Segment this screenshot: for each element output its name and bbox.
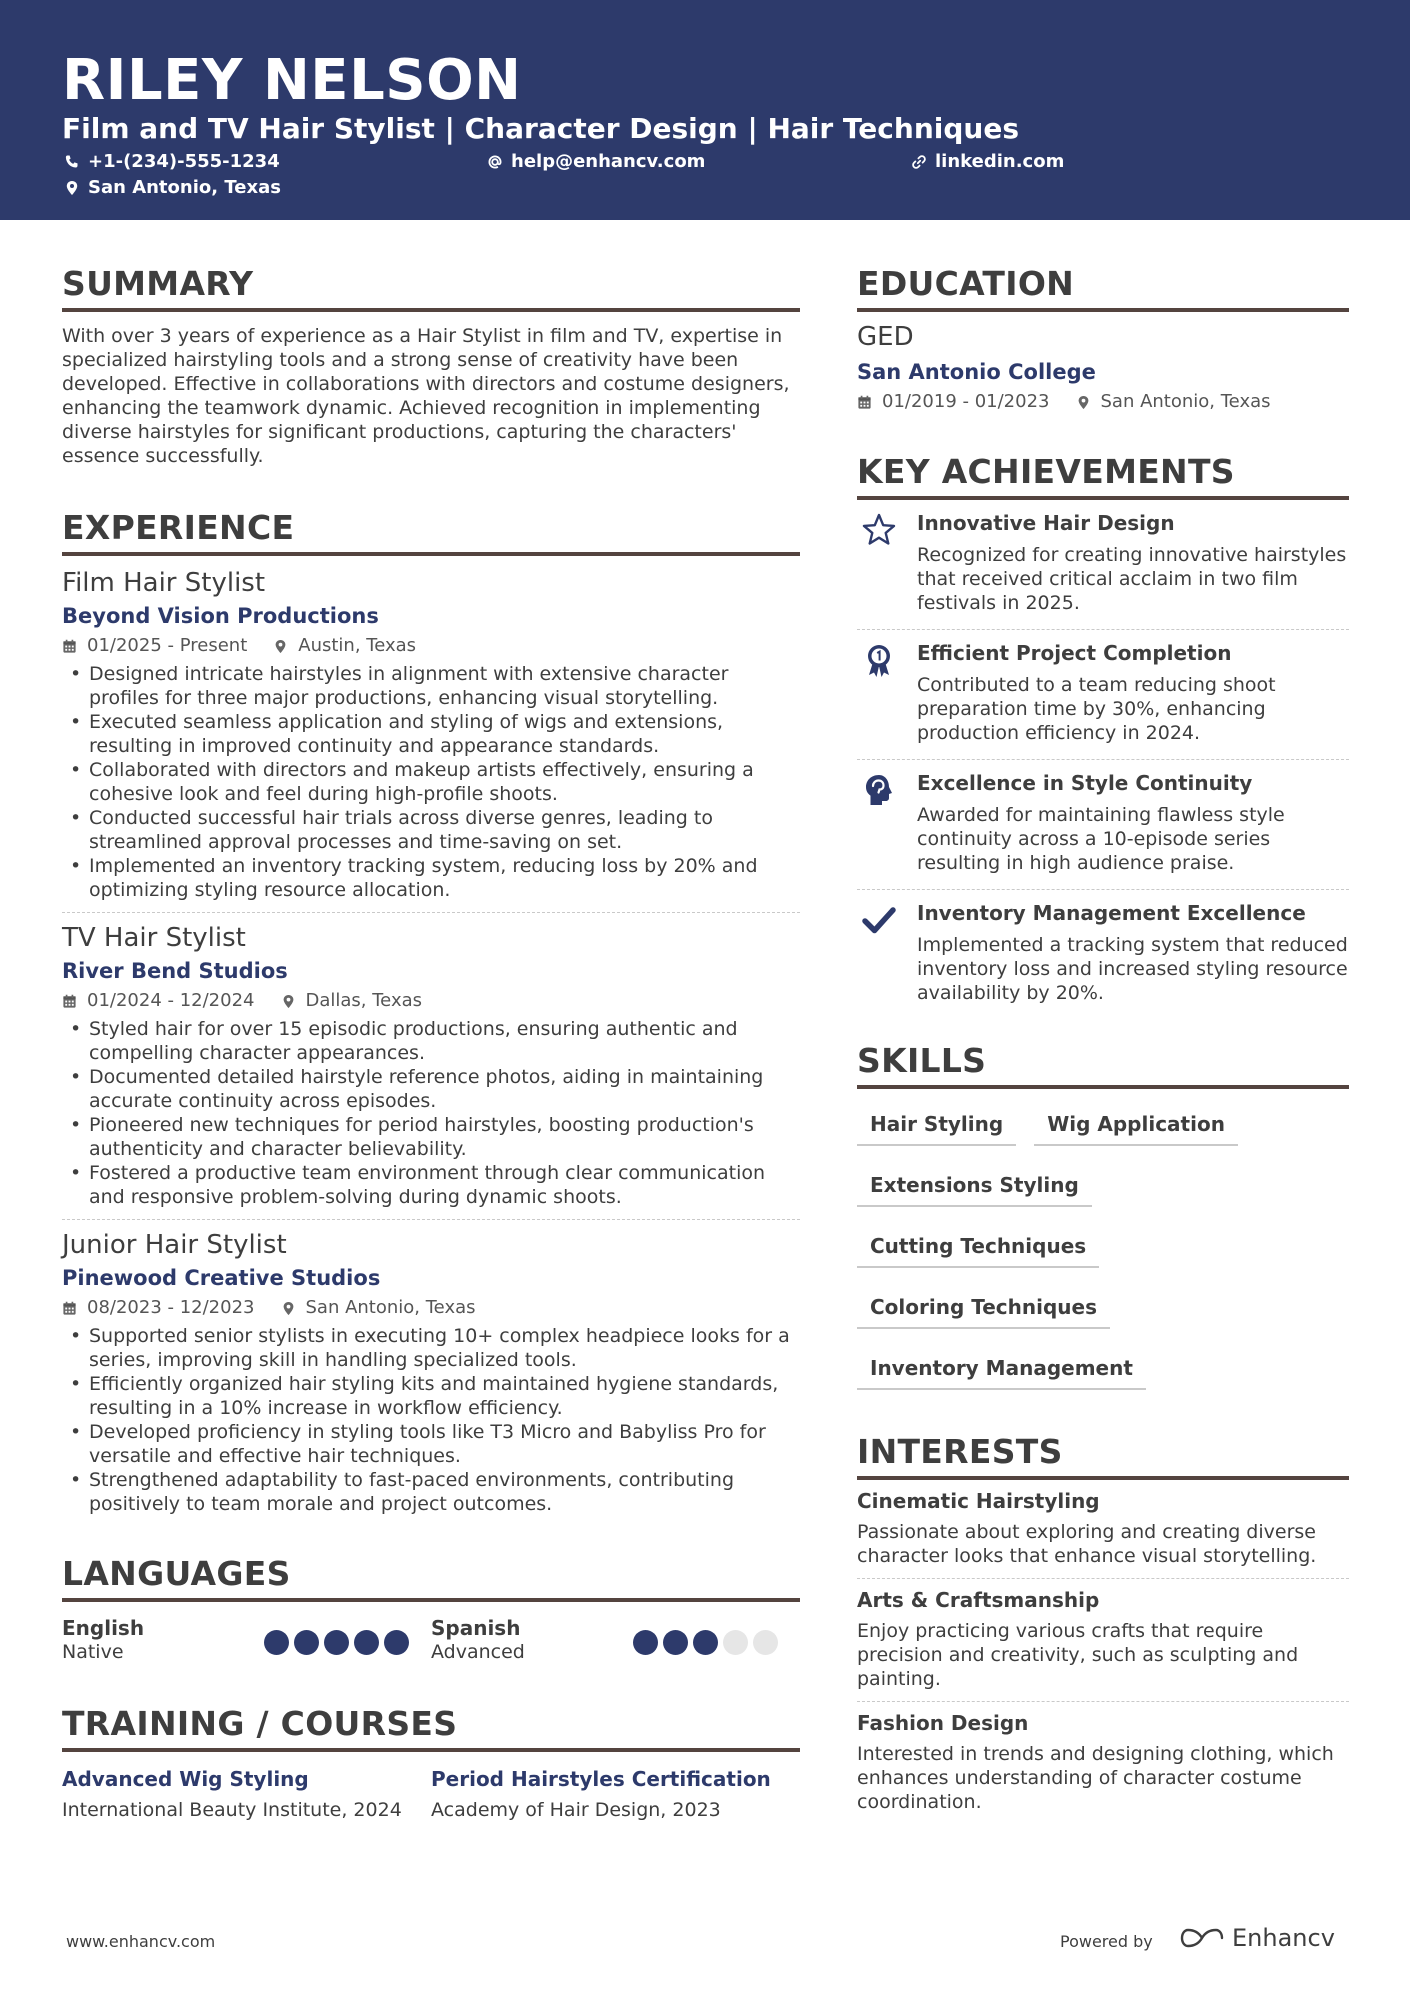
phone-text: +1-(234)-555-1234 bbox=[88, 151, 280, 172]
achievement-desc: Implemented a tracking system that reduced inventory loss and increased styling resource availability by 20%. bbox=[917, 934, 1348, 1004]
skill-tag: Hair Styling bbox=[857, 1103, 1016, 1146]
contact-phone[interactable] bbox=[64, 150, 280, 174]
summary-heading: SUMMARY bbox=[62, 262, 800, 312]
job-role: Junior Hair Stylist bbox=[62, 1230, 287, 1260]
interest-title: Cinematic Hairstyling bbox=[857, 1489, 1100, 1513]
language-rating bbox=[633, 1630, 778, 1655]
achievement-item bbox=[857, 760, 1349, 890]
training-section bbox=[62, 1702, 800, 1823]
job-meta bbox=[62, 1296, 800, 1320]
job-location: Dallas, Texas bbox=[305, 990, 422, 1011]
course-institution: International Beauty Institute, 2024 bbox=[62, 1799, 402, 1821]
email-text: help@enhancv.com bbox=[511, 151, 706, 172]
interests-section bbox=[857, 1430, 1349, 1824]
achievements-section bbox=[857, 450, 1349, 1019]
job-role: TV Hair Stylist bbox=[62, 923, 246, 953]
phone-icon bbox=[64, 154, 80, 170]
skills-heading: SKILLS bbox=[857, 1039, 1349, 1089]
job-company: Beyond Vision Productions bbox=[62, 604, 379, 628]
checkmark-icon bbox=[861, 902, 897, 938]
language-item bbox=[431, 1616, 800, 1664]
list-item: • Styled hair for over 15 episodic productions, ensuring authentic and compelling character appearances. bbox=[62, 1017, 800, 1065]
education-degree: GED bbox=[857, 322, 914, 352]
list-item: • Efficiently organized hair styling kits and maintained hygiene standards, resulting in a 10% increase in workflow efficiency. bbox=[62, 1372, 800, 1420]
rating-dot bbox=[723, 1630, 748, 1655]
job-bullets bbox=[62, 662, 800, 902]
job-role: Film Hair Stylist bbox=[62, 568, 266, 598]
list-item: • Conducted successful hair trials across diverse genres, leading to streamlined approval processes and time-saving on set. bbox=[62, 806, 800, 854]
job-meta bbox=[62, 634, 800, 658]
interest-title: Arts & Craftsmanship bbox=[857, 1588, 1100, 1612]
training-heading: TRAINING / COURSES bbox=[62, 1702, 800, 1752]
left-column bbox=[62, 262, 800, 1823]
skill-tag: Wig Application bbox=[1034, 1103, 1238, 1146]
calendar-icon bbox=[62, 639, 77, 654]
head-icon bbox=[861, 772, 897, 808]
skill-tag: Extensions Styling bbox=[857, 1164, 1092, 1207]
calendar-icon bbox=[62, 994, 77, 1009]
header bbox=[0, 0, 1410, 220]
linkedin-text: linkedin.com bbox=[935, 151, 1065, 172]
rating-dot bbox=[324, 1630, 349, 1655]
summary-text: With over 3 years of experience as a Hair Stylist in film and TV, expertise in specialized hairstyling tools and a strong sense of creativity have been developed. Effective in collaborations with directors and costume designers, enhancing the teamwork dynamic. Achieved recognition in implementing diverse hairstyles for significant productions, capturing the characters' essence successfully. bbox=[62, 325, 790, 467]
rating-dot bbox=[753, 1630, 778, 1655]
job-location: Austin, Texas bbox=[298, 635, 417, 656]
languages-heading: LANGUAGES bbox=[62, 1552, 800, 1602]
course-institution: Academy of Hair Design, 2023 bbox=[431, 1799, 721, 1821]
location-pin-icon bbox=[281, 994, 296, 1009]
rating-dot bbox=[693, 1630, 718, 1655]
language-level: Advanced bbox=[431, 1641, 525, 1663]
course-title: Advanced Wig Styling bbox=[62, 1767, 309, 1791]
list-item: • Fostered a productive team environment through clear communication and responsive problem-solving during dynamic shoots. bbox=[62, 1161, 800, 1209]
language-name: Spanish bbox=[431, 1616, 521, 1640]
job-bullets bbox=[62, 1017, 800, 1209]
education-heading: EDUCATION bbox=[857, 262, 1349, 312]
achievement-desc: Awarded for maintaining flawless style continuity across a 10-episode series resulting in high audience praise. bbox=[917, 804, 1285, 874]
skill-tag: Cutting Techniques bbox=[857, 1225, 1099, 1268]
list-item: • Pioneered new techniques for period hairstyles, boosting production's authenticity and character believability. bbox=[62, 1113, 800, 1161]
job-bullets bbox=[62, 1324, 800, 1516]
divider bbox=[62, 912, 800, 913]
interest-item bbox=[857, 1579, 1349, 1702]
education-meta bbox=[857, 390, 1349, 414]
list-item: • Executed seamless application and styling of wigs and extensions, resulting in improved continuity and appearance standards. bbox=[62, 710, 800, 758]
languages-section bbox=[62, 1552, 800, 1664]
achievement-item bbox=[857, 500, 1349, 630]
language-name: English bbox=[62, 1616, 145, 1640]
summary-section bbox=[62, 262, 800, 468]
achievement-title: Excellence in Style Continuity bbox=[917, 771, 1253, 795]
contact-email[interactable] bbox=[487, 150, 705, 174]
job-dates: 08/2023 - 12/2023 bbox=[87, 1297, 255, 1318]
job-entry bbox=[62, 921, 800, 1209]
location-pin-icon bbox=[273, 639, 288, 654]
interests-heading: INTERESTS bbox=[857, 1430, 1349, 1480]
star-icon bbox=[861, 512, 897, 548]
experience-heading: EXPERIENCE bbox=[62, 506, 800, 556]
experience-section bbox=[62, 506, 800, 1516]
interest-desc: Interested in trends and designing clothing, which enhances understanding of character costume coordination. bbox=[857, 1743, 1334, 1813]
achievement-title: Efficient Project Completion bbox=[917, 641, 1232, 665]
interest-title: Fashion Design bbox=[857, 1711, 1029, 1735]
job-dates: 01/2024 - 12/2024 bbox=[87, 990, 255, 1011]
list-item: • Collaborated with directors and makeup artists effectively, ensuring a cohesive look and feel during high-profile shoots. bbox=[62, 758, 800, 806]
achievement-desc: Recognized for creating innovative hairstyles that received critical acclaim in two film festivals in 2025. bbox=[917, 544, 1347, 614]
link-icon bbox=[911, 154, 927, 170]
achievements-heading: KEY ACHIEVEMENTS bbox=[857, 450, 1349, 500]
job-company: Pinewood Creative Studios bbox=[62, 1266, 381, 1290]
contact-location bbox=[64, 176, 281, 200]
list-item: • Supported senior stylists in executing 10+ complex headpiece looks for a series, improving skill in handling specialized tools. bbox=[62, 1324, 800, 1372]
course-title: Period Hairstyles Certification bbox=[431, 1767, 771, 1791]
rating-dot bbox=[384, 1630, 409, 1655]
interest-item bbox=[857, 1480, 1349, 1579]
skills-list bbox=[857, 1103, 1349, 1408]
rating-dot bbox=[354, 1630, 379, 1655]
location-text: San Antonio, Texas bbox=[88, 177, 281, 198]
achievement-title: Innovative Hair Design bbox=[917, 511, 1175, 535]
rating-dot bbox=[663, 1630, 688, 1655]
location-pin-icon bbox=[281, 1301, 296, 1316]
location-pin-icon bbox=[64, 180, 80, 196]
right-column bbox=[857, 262, 1349, 1824]
course-item bbox=[62, 1766, 431, 1823]
calendar-icon bbox=[62, 1301, 77, 1316]
job-location: San Antonio, Texas bbox=[305, 1297, 476, 1318]
education-section bbox=[857, 262, 1349, 414]
language-item bbox=[62, 1616, 431, 1664]
education-school: San Antonio College bbox=[857, 360, 1096, 384]
language-rating bbox=[264, 1630, 409, 1655]
achievement-item bbox=[857, 890, 1349, 1019]
rating-dot bbox=[264, 1630, 289, 1655]
education-dates: 01/2019 - 01/2023 bbox=[882, 391, 1050, 412]
rating-dot bbox=[294, 1630, 319, 1655]
achievement-item bbox=[857, 630, 1349, 760]
interest-desc: Passionate about exploring and creating diverse character looks that enhance visual storytelling. bbox=[857, 1521, 1317, 1567]
language-level: Native bbox=[62, 1641, 124, 1663]
job-entry bbox=[62, 1228, 800, 1516]
interest-item bbox=[857, 1702, 1349, 1824]
interest-desc: Enjoy practicing various crafts that require precision and creativity, such as sculpting and painting. bbox=[857, 1620, 1299, 1690]
job-dates: 01/2025 - Present bbox=[87, 635, 248, 656]
skills-section bbox=[857, 1039, 1349, 1408]
job-entry bbox=[62, 566, 800, 902]
contact-linkedin[interactable] bbox=[911, 150, 1064, 174]
job-company: River Bend Studios bbox=[62, 959, 288, 983]
medal-icon bbox=[861, 642, 897, 678]
enhancv-logo-icon bbox=[1180, 1927, 1224, 1949]
divider bbox=[62, 1219, 800, 1220]
course-item bbox=[431, 1766, 800, 1823]
list-item: • Implemented an inventory tracking system, reducing loss by 20% and optimizing styling resource allocation. bbox=[62, 854, 800, 902]
job-meta bbox=[62, 989, 800, 1013]
brand-logo[interactable] bbox=[1180, 1924, 1335, 1952]
calendar-icon bbox=[857, 395, 872, 410]
footer-powered-by: Powered by bbox=[1060, 1932, 1153, 1951]
list-item: • Designed intricate hairstyles in alignment with extensive character profiles for three major productions, enhancing visual storytelling. bbox=[62, 662, 800, 710]
brand-name: Enhancv bbox=[1232, 1924, 1335, 1952]
list-item: • Strengthened adaptability to fast-paced environments, contributing positively to team morale and project outcomes. bbox=[62, 1468, 800, 1516]
list-item: • Documented detailed hairstyle reference photos, aiding in maintaining accurate continuity across episodes. bbox=[62, 1065, 800, 1113]
education-location: San Antonio, Texas bbox=[1100, 391, 1271, 412]
list-item: • Developed proficiency in styling tools like T3 Micro and Babyliss Pro for versatile and effective hair techniques. bbox=[62, 1420, 800, 1468]
at-icon bbox=[487, 154, 503, 170]
skill-tag: Coloring Techniques bbox=[857, 1286, 1110, 1329]
candidate-name: RILEY NELSON bbox=[62, 48, 522, 113]
location-pin-icon bbox=[1076, 395, 1091, 410]
candidate-title: Film and TV Hair Stylist | Character Design | Hair Techniques bbox=[62, 112, 1019, 145]
footer-url[interactable]: www.enhancv.com bbox=[66, 1932, 216, 1951]
achievement-title: Inventory Management Excellence bbox=[917, 901, 1306, 925]
rating-dot bbox=[633, 1630, 658, 1655]
skill-tag: Inventory Management bbox=[857, 1347, 1146, 1390]
achievement-desc: Contributed to a team reducing shoot preparation time by 30%, enhancing production efficiency in 2024. bbox=[917, 674, 1276, 744]
